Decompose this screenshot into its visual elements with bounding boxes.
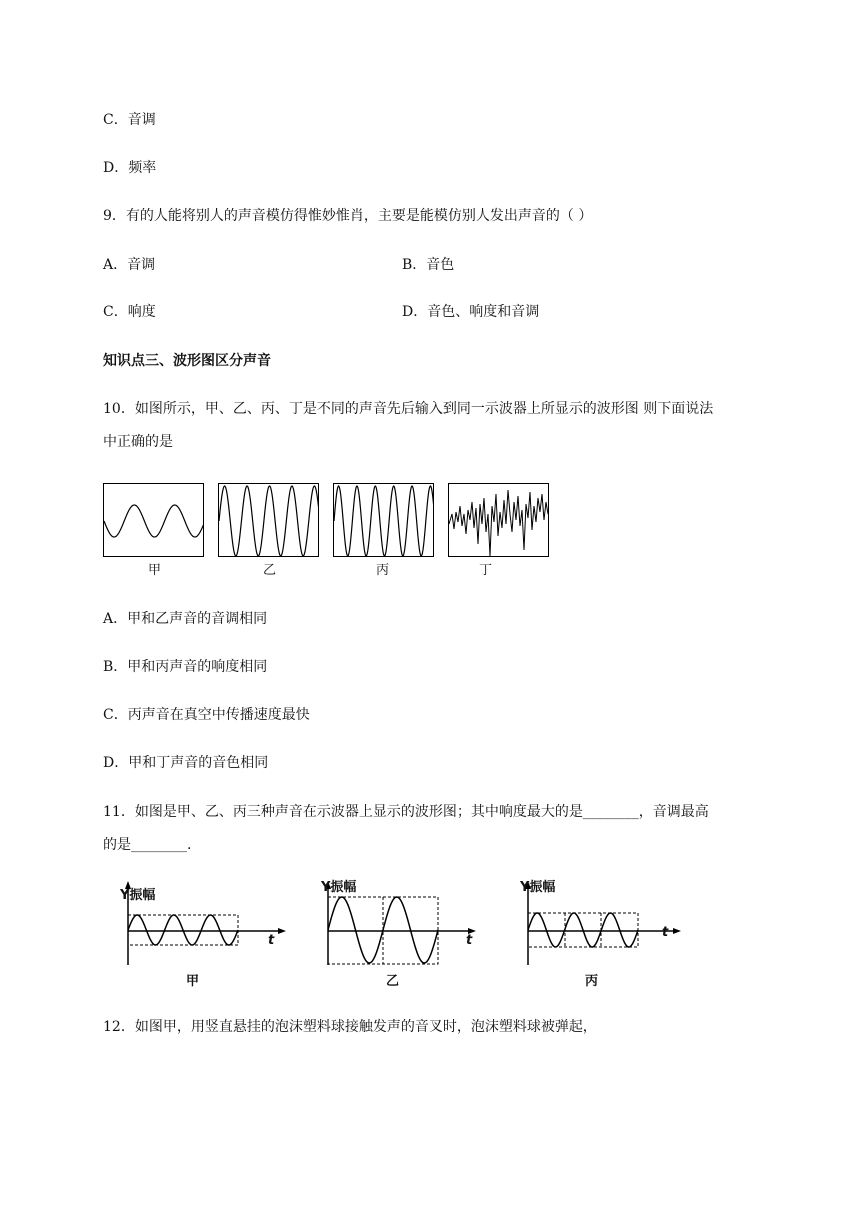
waveform-bing-box bbox=[333, 483, 434, 557]
q11-fig-label-yi-text: 乙 bbox=[386, 974, 400, 989]
q11-fig-label-bing-text: 丙 bbox=[585, 974, 599, 989]
waveform-yi bbox=[219, 484, 319, 557]
q8-option-c: C．音调 bbox=[103, 112, 156, 128]
q11-xlabel-bing-text: t bbox=[662, 925, 669, 940]
q10-fig-label-jia: 甲 bbox=[148, 563, 162, 578]
q9-option-b: B．音色 bbox=[402, 257, 455, 273]
q9-option-d: D．音色、响度和音调 bbox=[402, 304, 540, 320]
waveform-bing bbox=[334, 484, 434, 557]
q10-stem-line2: 中正确的是 bbox=[103, 434, 173, 450]
q9-option-c: C．响度 bbox=[103, 304, 156, 320]
waveform-ding-box bbox=[448, 483, 549, 557]
q10-stem-line1: 10．如图所示，甲、乙、丙、丁是不同的声音先后输入到同一示波器上所显示的波形图 则下面说法 bbox=[103, 401, 714, 417]
q11-stem-line2: 的是________. bbox=[103, 837, 192, 853]
q11-xlabel-yi-text: t bbox=[466, 933, 473, 948]
q9-option-a: A．音调 bbox=[103, 257, 156, 273]
waveform-ding bbox=[449, 484, 549, 557]
q11-fig-label-jia-text: 甲 bbox=[186, 974, 200, 989]
q11-ylabel-bing-text: Y振幅 bbox=[520, 880, 556, 895]
q10-option-d: D．甲和丁声音的音色相同 bbox=[103, 755, 269, 771]
q9-stem: 9．有的人能将别人的声音模仿得惟妙惟肖，主要是能模仿别人发出声音的（ ） bbox=[103, 208, 593, 224]
q8-option-d: D．频率 bbox=[103, 160, 157, 176]
waveform-jia bbox=[104, 484, 204, 557]
q11-xlabel-jia-text: t bbox=[268, 933, 275, 948]
q11-ylabel-jia-text: Y振幅 bbox=[120, 888, 156, 903]
q10-option-c: C．丙声音在真空中传播速度最快 bbox=[103, 707, 310, 723]
q11-ylabel-yi-text: Y振幅 bbox=[321, 880, 357, 895]
q10-fig-label-bing: 丙 bbox=[376, 563, 390, 578]
q10-fig-label-yi: 乙 bbox=[263, 563, 277, 578]
q10-option-a: A．甲和乙声音的音调相同 bbox=[103, 611, 268, 627]
q10-fig-label-ding: 丁 bbox=[479, 563, 493, 578]
waveform-jia-box bbox=[103, 483, 204, 557]
waveform-yi-box bbox=[218, 483, 319, 557]
section-heading: 知识点三、波形图区分声音 bbox=[103, 353, 271, 369]
q10-option-b: B．甲和丙声音的响度相同 bbox=[103, 659, 268, 675]
q12-stem: 12．如图甲，用竖直悬挂的泡沫塑料球接触发声的音叉时，泡沫塑料球被弹起， bbox=[103, 1019, 597, 1035]
q11-stem-line1: 11．如图是甲、乙、丙三种声音在示波器上显示的波形图；其中响度最大的是________，音调最高 bbox=[103, 804, 709, 820]
